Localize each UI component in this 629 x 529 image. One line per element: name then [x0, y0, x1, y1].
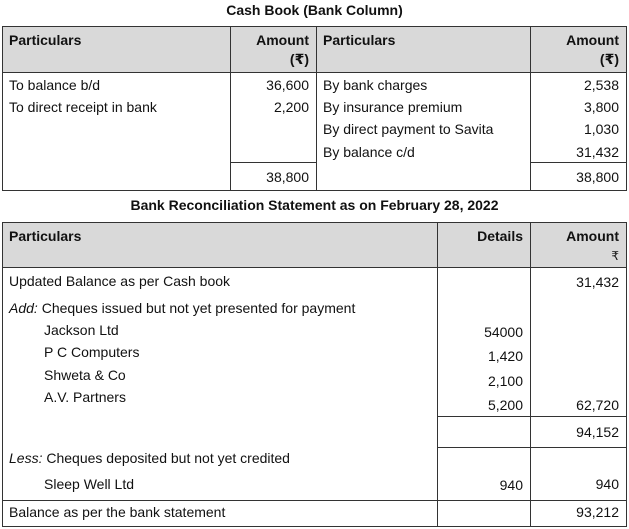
- cash-book-credit-amount: 3,800: [583, 99, 619, 115]
- cash-book-credit-amount: 2,538: [583, 77, 619, 93]
- cash-book-credit-particular: By balance c/d: [323, 144, 415, 160]
- brs-updated-balance-amount: 31,432: [576, 274, 619, 290]
- brs-title: Bank Reconciliation Statement as on February 28, 2022: [130, 197, 499, 213]
- brs-add-item-detail: 5,200: [487, 397, 523, 413]
- brs-add-item-detail: 54000: [484, 324, 523, 340]
- brs-add-item-detail: 1,420: [487, 348, 523, 364]
- cash-book-total-line-left: [230, 162, 316, 163]
- brs-add-item-name: Jackson Ltd: [44, 322, 119, 338]
- brs-final-amount: 93,212: [576, 504, 619, 520]
- cash-book-col-divider-3: [530, 26, 531, 191]
- brs-final-line: [2, 500, 627, 501]
- cash-book-total-right: 38,800: [576, 169, 619, 185]
- brs-subtotal-line: [437, 447, 627, 448]
- cash-book-header-amount-left-unit: (₹): [289, 51, 309, 67]
- brs-add-item-name: A.V. Partners: [44, 389, 126, 405]
- brs-add-prefix: Add:: [9, 300, 38, 316]
- cash-book-header-particulars-left: Particulars: [9, 32, 82, 48]
- brs-subtotal: 94,152: [576, 424, 619, 440]
- brs-less-item-name: Sleep Well Ltd: [44, 476, 135, 492]
- brs-header-particulars: Particulars: [9, 228, 82, 244]
- cash-book-credit-amount: 31,432: [576, 144, 619, 160]
- brs-add-label: Cheques issued but not yet presented for payment: [41, 300, 356, 316]
- brs-less-total: 940: [595, 476, 619, 492]
- cash-book-credit-amount: 1,030: [583, 121, 619, 137]
- brs-col-divider-2: [530, 222, 531, 527]
- brs-add-heading: [9, 300, 355, 317]
- brs-header-amount: Amount: [566, 228, 619, 244]
- cash-book-debit-particular: To balance b/d: [9, 77, 101, 93]
- brs-header-line: [2, 267, 627, 268]
- cash-book-header-particulars-right: Particulars: [323, 32, 396, 48]
- cash-book-title: Cash Book (Bank Column): [226, 2, 403, 18]
- brs-less-label: Cheques deposited but not yet credited: [46, 450, 290, 466]
- cash-book-debit-amount: 2,200: [273, 99, 309, 115]
- cash-book-header-amount-right-unit: (₹): [599, 51, 619, 67]
- brs-less-item-detail: 940: [499, 477, 523, 493]
- brs-header-details: Details: [477, 228, 523, 244]
- cash-book-header-amount-left: Amount: [256, 32, 309, 48]
- cash-book-total-line-right: [530, 162, 627, 163]
- cash-book-debit-amount: 36,600: [266, 77, 309, 93]
- cash-book-debit-particular: To direct receipt in bank: [9, 99, 157, 115]
- brs-add-item-detail: 2,100: [487, 373, 523, 389]
- cash-book-credit-particular: By insurance premium: [323, 99, 463, 115]
- brs-add-total: 62,720: [576, 397, 619, 413]
- brs-add-total-line: [437, 416, 627, 417]
- cash-book-credit-particular: By bank charges: [323, 77, 428, 93]
- brs-col-divider-1: [437, 222, 438, 527]
- cash-book-col-divider-2: [316, 26, 317, 191]
- brs-less-prefix: Less:: [9, 450, 43, 466]
- brs-less-heading: [9, 450, 290, 467]
- cash-book-header-amount-right: Amount: [566, 32, 619, 48]
- brs-final-label: Balance as per the bank statement: [9, 504, 226, 520]
- brs-add-item-name: Shweta & Co: [44, 367, 126, 383]
- brs-updated-balance-label: Updated Balance as per Cash book: [9, 273, 231, 289]
- cash-book-total-left: 38,800: [266, 169, 309, 185]
- cash-book-col-divider-1: [230, 26, 231, 191]
- brs-add-item-name: P C Computers: [44, 344, 140, 360]
- brs-header-amount-unit: ₹: [611, 249, 619, 263]
- cash-book-header-line: [2, 72, 627, 73]
- cash-book-credit-particular: By direct payment to Savita: [323, 121, 494, 137]
